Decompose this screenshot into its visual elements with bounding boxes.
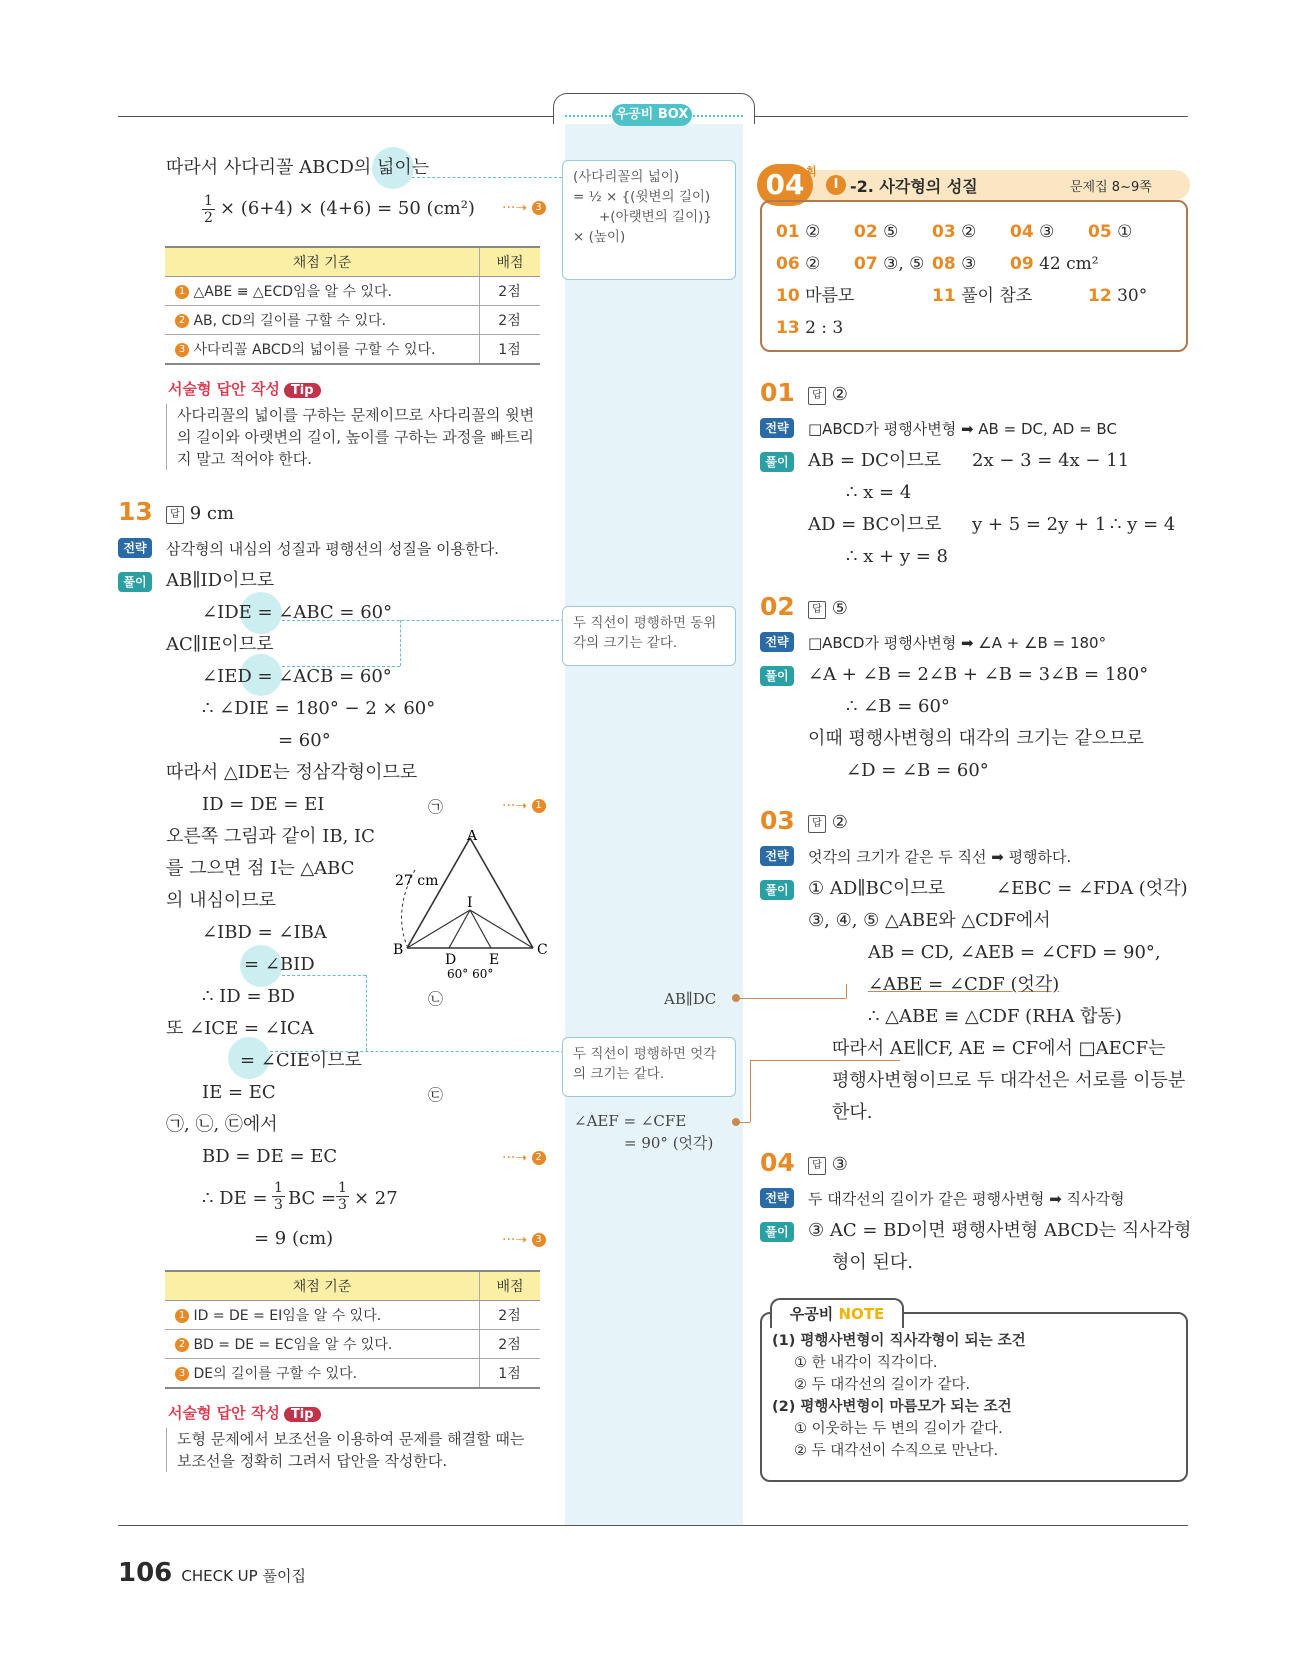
unit-badge: I xyxy=(826,175,846,195)
sol01-line: AB = DC이므로 xyxy=(808,450,942,471)
trap-intro: 따라서 사다리꼴 ABCD의 넓이는 xyxy=(166,157,430,178)
note-aef: ∠AEF = ∠CFE = 90° (엇각) xyxy=(574,1112,714,1152)
score-header-criteria: 채점 기준 xyxy=(165,247,480,277)
page-footer xyxy=(118,1558,306,1588)
sol01-line: AD = BC이므로 xyxy=(808,514,942,535)
fig-label-D: D xyxy=(445,952,457,968)
solution-tag: 풀이 xyxy=(760,452,794,472)
leader-line xyxy=(412,177,562,178)
box-label: 우공비 BOX xyxy=(612,104,692,126)
section-ref: 문제집 8~9쪽 xyxy=(1070,180,1152,195)
mark-1: ㉠ xyxy=(428,798,444,816)
leader-line xyxy=(750,1060,751,1122)
sol03-line: ∠ABE = ∠CDF (엇각) xyxy=(868,974,1060,995)
leader-dot xyxy=(732,1118,740,1126)
sol01-line: y + 5 = 2y + 1 xyxy=(972,514,1107,535)
sol13-line: IE = EC xyxy=(202,1082,276,1103)
frac-third: 1 3 xyxy=(338,1180,347,1213)
sol03-line: AB = CD, ∠AEB = ∠CFD = 90°, xyxy=(868,942,1161,963)
strategy-tag: 전략 xyxy=(760,418,794,438)
sol13-line: ∠IDE = ∠ABC = 60° xyxy=(202,602,393,623)
strategy-tag: 전략 xyxy=(760,1188,794,1208)
sol13-line: × 27 xyxy=(354,1188,398,1209)
strategy-01: □ABCD가 평행사변형 ➡ AB = DC, AD = BC xyxy=(808,420,1117,438)
strategy-tag: 전략 xyxy=(760,632,794,652)
sol13-line: ID = DE = EI xyxy=(202,794,325,815)
sol13-line: 를 그으면 점 I는 △ABC xyxy=(166,858,355,879)
answer-grid: 01 ② 02 ⑤ 03 ② 04 ③ 05 ① 06 ② 07 ③, ⑤ 08 ③ 09 42 cm² 10 마름모 11 풀이 참조 12 30° 13 2 : 3 xyxy=(776,222,1148,338)
frac-half: 1 2 xyxy=(204,193,213,226)
leader-line xyxy=(400,620,401,666)
strategy-tag: 전략 xyxy=(760,846,794,866)
table-row: 2 AB, CD의 길이를 구할 수 있다. 2점 xyxy=(165,306,540,335)
answer-01: 답 ② xyxy=(808,384,848,406)
mark-2: ㉡ xyxy=(428,990,444,1008)
fig-label-E: E xyxy=(489,952,500,968)
note-trapezoid-area: (사다리꼴의 넓이) = ½ × {(윗변의 길이) +(아랫변의 길이)} × (높이) xyxy=(562,160,736,280)
sol04-line: 형이 된다. xyxy=(832,1252,913,1273)
section-title: -2. 사각형의 성질 xyxy=(850,177,978,196)
sol13-line: 또 ∠ICE = ∠ICA xyxy=(166,1018,314,1039)
fig-angle-label: 60° 60° xyxy=(447,967,494,981)
leader-line xyxy=(282,975,366,976)
fig-label-I: I xyxy=(467,895,473,911)
problem-number-13: 13 xyxy=(118,497,153,526)
answer-13: 답 9 cm xyxy=(166,503,234,525)
table-row: 2 BD = DE = EC임을 알 수 있다. 2점 xyxy=(165,1330,540,1359)
leader-line xyxy=(282,620,564,621)
answer-04: 답 ③ xyxy=(808,1154,848,1176)
strategy-03: 엇각의 크기가 같은 두 직선 ➡ 평행하다. xyxy=(808,848,1072,866)
sol13-line: ∠IED = ∠ACB = 60° xyxy=(202,666,392,687)
problem-number-03: 03 xyxy=(760,806,795,835)
score-header-points: 배점 xyxy=(480,247,541,277)
bottom-rule xyxy=(118,1525,1188,1526)
sol13-line: AB∥ID이므로 xyxy=(166,570,275,591)
solution-tag: 풀이 xyxy=(118,572,152,592)
fig-label-C: C xyxy=(537,942,548,958)
table-row: 1 △ABE ≡ △ECD임을 알 수 있다. 2점 xyxy=(165,277,540,306)
strategy-tag: 전략 xyxy=(118,538,152,558)
sol13-line: ∴ ID = BD xyxy=(202,986,295,1007)
solution-tag: 풀이 xyxy=(760,1222,794,1242)
problem-number-02: 02 xyxy=(760,592,795,621)
leader-line xyxy=(846,984,847,998)
solution-tag: 풀이 xyxy=(760,666,794,686)
problem-number-04: 04 xyxy=(760,1148,795,1177)
sol01-line: 2x − 3 = 4x − 11 xyxy=(972,450,1130,471)
sol03-line: 평행사변형이므로 두 대각선은 서로를 이등분 xyxy=(832,1070,1186,1091)
sol03-line: 따라서 AE∥CF, AE = CF에서 □AECF는 xyxy=(832,1038,1166,1059)
leader-line xyxy=(750,1060,900,1061)
sol13-line: 의 내심이므로 xyxy=(166,890,277,911)
leader-dot xyxy=(732,994,740,1002)
sol03-line: ① AD∥BC이므로 xyxy=(808,878,946,899)
sol04-line: ③ AC = BD이면 평행사변형 ABCD는 직사각형 xyxy=(808,1220,1192,1241)
sol13-line: BC = xyxy=(288,1188,337,1209)
score-mark-3: ···➝ 3 xyxy=(502,1232,546,1248)
sol13-line: 따라서 △IDE는 정삼각형이므로 xyxy=(166,762,418,783)
fig-label-A: A xyxy=(467,830,478,844)
score-table-1 xyxy=(165,246,540,365)
note-parallel: AB∥DC xyxy=(664,990,717,1008)
sol01-line: ∴ x + y = 8 xyxy=(846,546,948,567)
strategy-13: 삼각형의 내심의 성질과 평행선의 성질을 이용한다. xyxy=(166,540,499,558)
middle-column-band xyxy=(565,117,743,1525)
trap-equation: × (6+4) × (4+6) = 50 (cm²) xyxy=(220,198,475,219)
sol13-line: = ∠CIE이므로 xyxy=(240,1050,363,1071)
sol13-line: = ∠BID xyxy=(244,954,315,975)
score-header-criteria: 채점 기준 xyxy=(165,1271,480,1301)
sol02-line: ∠D = ∠B = 60° xyxy=(846,760,989,781)
tip-body-2: 도형 문제에서 보조선을 이용하여 문제를 해결할 때는 보조선을 정확히 그려서 답안을 작성한다. xyxy=(166,1428,524,1472)
leader-line xyxy=(736,998,846,999)
sol01-line: ∴ y = 4 xyxy=(1110,514,1176,535)
leader-line xyxy=(270,1051,564,1052)
table-row: 1 ID = DE = EI임을 알 수 있다. 2점 xyxy=(165,1301,540,1330)
sol03-line: ∠EBC = ∠FDA (엇각) xyxy=(996,878,1188,899)
page-number: 106 xyxy=(118,1558,173,1588)
score-mark-1: ···➝ 1 xyxy=(502,798,546,814)
sol13-line: = 60° xyxy=(278,730,331,751)
strategy-04: 두 대각선의 길이가 같은 평행사변형 ➡ 직사각형 xyxy=(808,1190,1125,1208)
leader-line xyxy=(282,666,400,667)
sol02-line: ∠A + ∠B = 2∠B + ∠B = 3∠B = 180° xyxy=(808,664,1149,685)
fig-side-label: 27 cm xyxy=(395,873,439,889)
score-mark-3: ···➝ 3 xyxy=(502,200,546,216)
strategy-02: □ABCD가 평행사변형 ➡ ∠A + ∠B = 180° xyxy=(808,634,1107,652)
leader-line xyxy=(366,975,367,1051)
sol13-line: 오른쪽 그림과 같이 IB, IC xyxy=(166,826,375,847)
note-corresponding-angles: 두 직선이 평행하면 동위 각의 크기는 같다. xyxy=(562,606,736,666)
sol02-line: ∴ ∠B = 60° xyxy=(846,696,950,717)
sol13-line: ∠IBD = ∠IBA xyxy=(202,922,327,943)
tip-body-1: 사다리꼴의 넓이를 구하는 문제이므로 사다리꼴의 윗변 의 길이와 아랫변의 길이, 높이를 구하는 과정을 빠트리 지 말고 적어야 한다. xyxy=(166,404,534,470)
frac-third: 1 3 xyxy=(274,1180,283,1213)
score-mark-2: ···➝ 2 xyxy=(502,1150,546,1166)
sol13-line: AC∥IE이므로 xyxy=(166,634,274,655)
sol03-line: ③, ④, ⑤ △ABE와 △CDF에서 xyxy=(808,910,1051,931)
sol13-line: ㉠, ㉡, ㉢에서 xyxy=(166,1114,278,1135)
score-table-2 xyxy=(165,1270,540,1389)
solution-tag: 풀이 xyxy=(760,880,794,900)
table-row: 3 DE의 길이를 구할 수 있다. 1점 xyxy=(165,1359,540,1389)
tip-heading-2: 서술형 답안 작성 Tip xyxy=(168,1402,321,1423)
sol03-line: 한다. xyxy=(832,1102,873,1123)
sol13-line: = 9 (cm) xyxy=(254,1228,334,1249)
sol13-line: ∴ DE = xyxy=(202,1188,268,1209)
fig-label-B: B xyxy=(393,942,404,958)
book-title: CHECK UP 풀이집 xyxy=(181,1567,306,1585)
sol02-line: 이때 평행사변형의 대각의 크기는 같으므로 xyxy=(808,728,1144,749)
problem-number-01: 01 xyxy=(760,378,795,407)
score-header-points: 배점 xyxy=(480,1271,541,1301)
sol01-line: ∴ x = 4 xyxy=(846,482,912,503)
round-suffix: 회 xyxy=(806,165,817,178)
tip-heading-1: 서술형 답안 작성 Tip xyxy=(168,378,321,399)
round-badge: 04 xyxy=(757,164,813,206)
note-body: (1) 평행사변형이 직사각형이 되는 조건 ① 한 내각이 직각이다. ② 두 대각선의 길이가 같다. (2) 평행사변형이 마름모가 되는 조건 ① 이웃하는 두 변의 길이가 같다. ② 두 대각선이 수직으로 만난다. xyxy=(772,1333,1026,1459)
note-tab: 우공비 NOTE xyxy=(770,1298,904,1328)
sol13-line: BD = DE = EC xyxy=(202,1146,338,1167)
mark-3: ㉢ xyxy=(428,1086,444,1104)
sol03-line: ∴ △ABE ≡ △CDF (RHA 합동) xyxy=(868,1006,1122,1027)
note-alternate-angles: 두 직선이 평행하면 엇각 의 크기는 같다. xyxy=(562,1037,736,1097)
triangle-figure xyxy=(385,830,555,990)
sol13-line: ∴ ∠DIE = 180° − 2 × 60° xyxy=(202,698,436,719)
table-row: 3 사다리꼴 ABCD의 넓이를 구할 수 있다. 1점 xyxy=(165,335,540,365)
answer-03: 답 ② xyxy=(808,812,848,834)
answer-02: 답 ⑤ xyxy=(808,598,848,620)
